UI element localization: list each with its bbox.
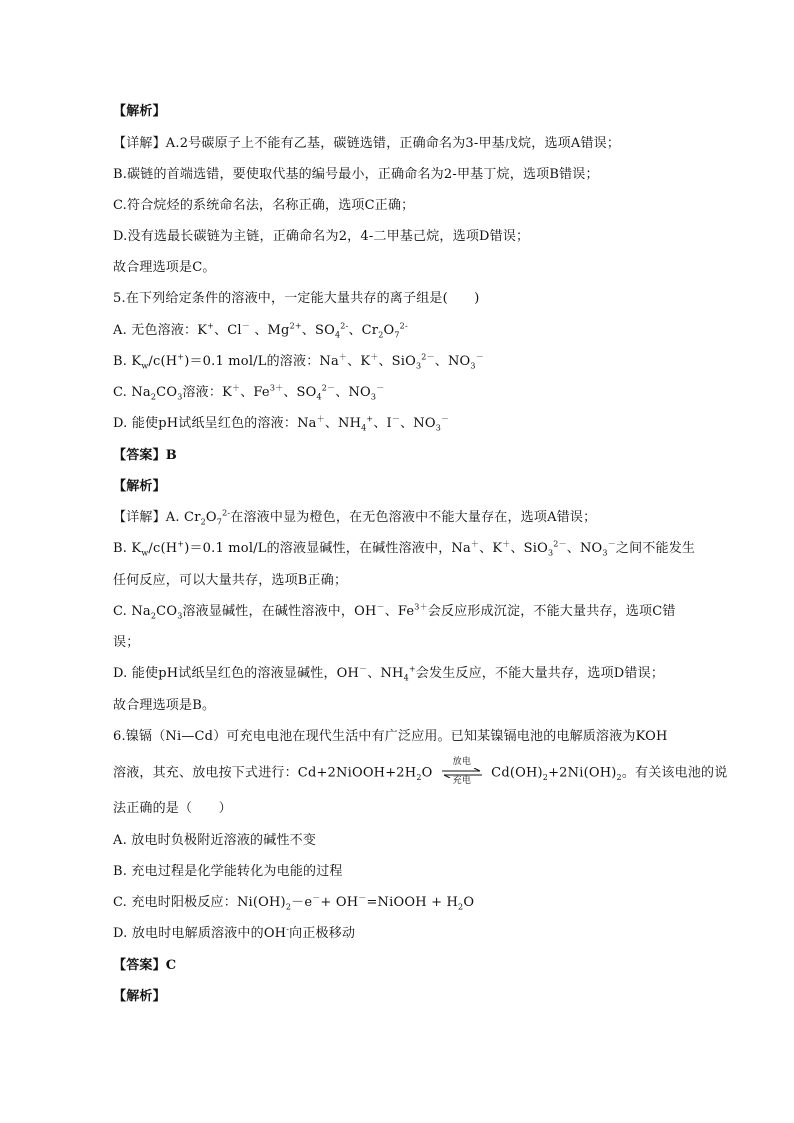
- q5-option-b: B. $K_w/c(H^+)=0.1$ mol/L的溶液：Na＋、K＋、SiO$_3^{2-}$、$NO_3^-$: [113, 352, 484, 371]
- detail-a: 【详解】A.2号碳原子上不能有乙基，碳链选错，正确命名为3-甲基戊烷，选项A错误；: [113, 136, 621, 151]
- q5-conclusion: 故合理选项是B。: [113, 698, 216, 713]
- reversible-arrow-icon: 放电 充电: [440, 764, 484, 782]
- q6-option-a: A. 放电时负极附近溶液的碱性不变: [113, 833, 317, 848]
- q6-analysis-heading: 【解析】: [113, 989, 166, 1004]
- question-6-stem-3: 法正确的是（ ）: [113, 801, 232, 816]
- q5-option-d: D. 能使pH试纸呈红色的溶液：Na＋、$NH_4^+$、I－、$NO_3^-$: [113, 414, 450, 433]
- q5-detail-b-cont: 任何反应，可以大量共存，选项B正确；: [113, 573, 348, 588]
- q6-option-b: B. 充电过程是化学能转化为电能的过程: [113, 864, 343, 879]
- q5-detail-c: C. $Na_2CO_3$溶液显碱性，在碱性溶液中，OH－、$Fe^{3+}$会反应形成沉淀，不能大量共存，选项C错: [113, 602, 676, 621]
- q5-option-c: C. $Na_2CO_3$溶液：K＋、$Fe^{3+}$、$SO_4^{2-}$、$NO_3^-$: [113, 383, 385, 402]
- q6-option-d: D. 放电时电解质溶液中的OH-向正极移动: [113, 924, 356, 941]
- conclusion-4: 故合理选项是C。: [113, 260, 216, 275]
- q5-detail-a: 【详解】A. $Cr_2O_7^{2-}$在溶液中显为橙色，在无色溶液中不能大量存在，选项A错误；: [113, 508, 597, 527]
- q5-analysis-heading: 【解析】: [113, 479, 166, 494]
- analysis-heading-1: 【解析】: [113, 104, 166, 119]
- question-6-stem-2: 溶液，其充、放电按下式进行：$Cd+2NiOOH+2H_2O$ 放电 充电 $Cd(OH)_2+2Ni(OH)_2$。有关该电池的说: [113, 757, 728, 786]
- q6-option-c: C. 充电时阳极反应：$Ni(OH)_2-e^-+$ OH－=NiOOH + $H_2O$: [113, 893, 475, 912]
- q5-detail-d: D. 能使pH试纸呈红色的溶液显碱性，OH－、$NH_4^+$会发生反应，不能大量共存，选项D错误；: [113, 664, 665, 683]
- q5-detail-c-cont: 误；: [113, 635, 140, 650]
- q5-detail-b: B. $K_w/c(H^+)=0.1$ mol/L的溶液显碱性，在碱性溶液中，Na＋、K＋、SiO$_3^{2-}$、$NO_3^-$之间不能发生: [113, 539, 696, 558]
- question-5-stem: 5.在下列给定条件的溶液中，一定能大量共存的离子组是( ): [113, 291, 480, 306]
- question-6-stem-1: 6.镍镉（Ni—Cd）可充电电池在现代生活中有广泛应用。已知某镍镉电池的电解质溶液为KOH: [113, 729, 668, 744]
- detail-d: D.没有选最长碳链为主链，正确命名为2，4-二甲基己烷，选项D错误；: [113, 229, 530, 244]
- detail-b: B.碳链的首端选错，要使取代基的编号最小，正确命名为2-甲基丁烷，选项B错误；: [113, 167, 599, 182]
- q6-answer: 【答案】C: [113, 958, 177, 973]
- detail-c: C.符合烷烃的系统命名法，名称正确，选项C正确；: [113, 198, 415, 213]
- q5-answer: 【答案】B: [113, 448, 177, 463]
- q5-option-a: A. 无色溶液：K+、Cl－ 、$Mg^{2+}$、$SO_4^{2-}$、$Cr_2O_7^{2-}$: [113, 321, 408, 340]
